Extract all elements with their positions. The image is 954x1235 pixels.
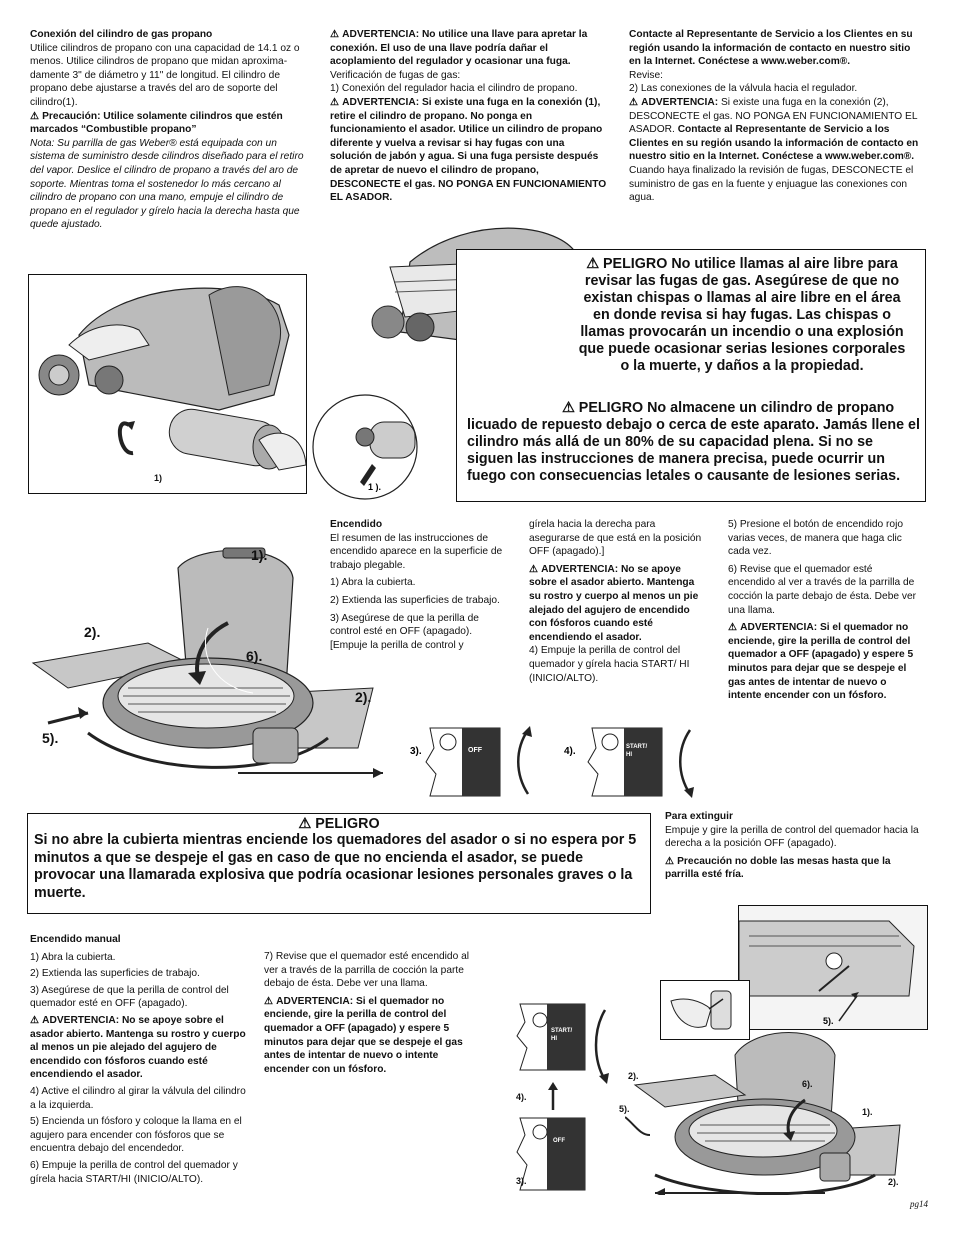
step-3: 3) Asegúrese de que la perilla de control del quemador esté en OFF (apagado). bbox=[30, 984, 229, 1010]
encendido-heading: Encendido bbox=[330, 519, 383, 530]
inset-label-5: 5). bbox=[823, 1016, 834, 1026]
danger-paragraph: PELIGRO No almacene un cilindro de propano licuado de repuesto debajo o cerca de este aparato. Jamás llene el cilindro más allá de un 80% de su capacidad plena. Si no se siguen las instrucciones de manera precisa, puede ocurrir un fuego con consecuencias letales o causante de lesiones serias. bbox=[467, 400, 920, 484]
knob-3-label: 3). bbox=[410, 746, 422, 757]
danger-text-1 bbox=[577, 256, 907, 375]
manual-heading: Encendido manual bbox=[30, 934, 121, 945]
col-leak-check bbox=[330, 28, 608, 205]
grill-cylinder-illustration bbox=[29, 275, 306, 493]
danger-paragraph: PELIGRO No utilice llamas al aire libre para revisar las fugas de gas. Asegúrese de que no existan chispas o llamas al aire libre en el área en donde revisa si hay fugas. Las chispas o llamas provocarán un incendio o una explosión que puede ocasionar serias lesiones corporales o la muerte, y daños a la propiedad. bbox=[578, 256, 906, 374]
hi-label: HI bbox=[626, 752, 632, 758]
bottom-label-3: 3). bbox=[516, 1176, 527, 1186]
caution-text: Precaución no doble las mesas hasta que la parrilla esté fría. bbox=[665, 855, 891, 881]
step-3: 3) Asegúrese de que la perilla de control esté en OFF (apagado). [Empuje la perilla de control y bbox=[330, 612, 479, 651]
knob-start-illustration bbox=[562, 724, 717, 800]
encendido-col-2 bbox=[529, 518, 709, 685]
bottom-label-2a: 2). bbox=[628, 1071, 639, 1081]
check-heading: Verificación de fugas de gas: bbox=[330, 69, 461, 81]
col-contact bbox=[629, 28, 919, 205]
warning-icon: ⚠ bbox=[728, 622, 738, 634]
off-label: OFF bbox=[553, 1138, 565, 1144]
label-1-dot: 1 ). bbox=[368, 482, 382, 492]
note-text: Nota: Su parrilla de gas Weber® está equipada con un sistema de suministro desde cilindros diseñado para el retiro del vapor. Deslice el cilindro de propano a través del aro de soporte. Mientras toma el sostenedor lo más cercano al cilindro de propano con una mano, empuje el cilindro de propano en el regulador y gírelo hacia la derecha hasta que quede ajustado. bbox=[30, 137, 304, 231]
step-1: 1) Conexión del regulador hacia el cilindro de propano. bbox=[330, 83, 578, 95]
encendido-col-1 bbox=[330, 518, 510, 652]
match-lighting-illustration bbox=[739, 906, 927, 1029]
extinguish-heading: Para extinguir bbox=[665, 811, 733, 822]
manual-col-1 bbox=[30, 933, 248, 1186]
extinguish-col bbox=[665, 810, 925, 882]
warning-text: ADVERTENCIA: Si el quemador no enciende, gire la perilla de control del quemador a OFF (apagado) y espere 5 minutos para dejar que se despeje el gas antes de intentar de nuevo o intente encender con un fósforo. bbox=[728, 622, 914, 702]
label-1: 1) bbox=[154, 473, 163, 483]
step-2: 2) Extienda las superficies de trabajo. bbox=[30, 968, 200, 980]
danger-title-text: PELIGRO bbox=[315, 816, 380, 832]
step-2: 2) Las conexiones de la válvula hacia el regulador. bbox=[629, 83, 858, 95]
col-cylinder-connection bbox=[30, 28, 308, 232]
grill-label-5: 5). bbox=[42, 730, 59, 746]
step-7: 7) Revise que el quemador esté encendido al ver a través de la parrilla de cocción la parte debajo de ésta. Debe ver una llama. bbox=[264, 951, 470, 990]
knob-off-illustration bbox=[400, 724, 555, 800]
warning-icon: ⚠ bbox=[529, 563, 539, 575]
warning-text: Si existe una fuga en la conexión (2), DESCONECTE el gas. NO PONGA EN FUNCIONAMIENTO EL ASADOR. bbox=[629, 96, 918, 136]
warning-text: ADVERTENCIA: Si el quemador no enciende, gire la perilla de control del quemador a OFF (apagado) y espere 5 minutos para dejar que se despeje el gas antes de intentar de nuevo o intente encender con un fósforo. bbox=[264, 995, 463, 1075]
hi-label: HI bbox=[551, 1036, 557, 1042]
figure-cylinder-hand bbox=[28, 274, 307, 494]
grill-label-1: 1). bbox=[251, 547, 268, 563]
warning-text: ADVERTENCIA: Si existe una fuga en la conexión (1), retire el cilindro de propano. No ponga en funcionamiento el asador. Utilice un cilindro de propano diferente y vuelva a revisar si hay fugas con una solución de jabón y agua. Si una fuga persiste después de apretar de nuevo el cilindro de propano, DESCONECTE el gas. NO PONGA EN FUNCIONAMIENTO EL ASADOR. bbox=[330, 96, 607, 204]
warning-icon: ⚠ bbox=[330, 29, 340, 40]
danger-title bbox=[28, 816, 650, 832]
bottom-label-4: 4). bbox=[516, 1092, 527, 1102]
step-1: 1) Abra la cubierta. bbox=[30, 951, 116, 963]
start-label: START/ bbox=[551, 1028, 573, 1034]
warning-label: ADVERTENCIA: bbox=[641, 96, 719, 108]
step-4: 4) Active el cilindro al girar la válvula del cilindro a la izquierda. bbox=[30, 1085, 246, 1111]
warning-icon: ⚠ bbox=[330, 96, 340, 108]
warning-text: ADVERTENCIA: No se apoye sobre el asador abierto. Mantenga su rostro y cuerpo al menos un pie alejado del agujero de encendido con fósforos cuando esté encendiendo el asador. bbox=[529, 563, 699, 643]
bottom-label-5: 5). bbox=[619, 1104, 630, 1114]
danger-top-box bbox=[456, 249, 926, 502]
bottom-label-6: 6). bbox=[802, 1079, 813, 1089]
manual-col-2 bbox=[264, 950, 484, 1076]
warning-icon: ⚠ bbox=[30, 110, 40, 122]
warning-text: ADVERTENCIA: No utilice una llave para apretar la conexión. El uso de una llave podría dañar el acoplamiento del regulador y ocasionar una fuga. bbox=[330, 29, 588, 68]
heading: Conexión del cilindro de gas propano bbox=[30, 29, 213, 40]
warning-icon: ⚠ bbox=[629, 96, 639, 108]
step-1: 1) Abra la cubierta. bbox=[330, 577, 416, 589]
step-5: 5) Encienda un fósforo y coloque la llama en el agujero para encender con fósforos que se encuentra debajo del encendedor. bbox=[30, 1116, 242, 1155]
inset-match-box bbox=[738, 905, 928, 1030]
warning-icon: ⚠ bbox=[298, 816, 316, 832]
step-2: 2) Extienda las superficies de trabajo. bbox=[330, 594, 500, 606]
revise-text: Revise: bbox=[629, 69, 663, 81]
encendido-col-3 bbox=[728, 518, 918, 703]
warning-icon: ⚠ bbox=[665, 855, 675, 867]
step-6: 6) Empuje la perilla de control del quemador y gírela hacia START/HI (INICIO/ALTO). bbox=[30, 1159, 238, 1185]
step-5: 5) Presione el botón de encendido rojo varias veces, de manera que haga clic cada vez. bbox=[728, 519, 904, 558]
encendido-intro: El resumen de las instrucciones de encendido aparece en la superficie de trabajo plegable. bbox=[330, 532, 503, 571]
step-4: 4) Empuje la perilla de control del quemador y gírela hacia START/ HI (INICIO/ALTO). bbox=[529, 645, 690, 684]
bottom-label-1: 1). bbox=[862, 1107, 873, 1117]
danger-mid-box bbox=[27, 813, 651, 914]
warning-icon: ⚠ bbox=[264, 995, 274, 1007]
grill-open-bottom-illustration bbox=[625, 1025, 925, 1195]
danger-body: Si no abre la cubierta mientras enciende los quemadores del asador o si no espera por 5 minutos a que se despeje el gas en caso de que no encienda el asador, se puede provocar una llamarada explosiva que podría ocasionar lesiones personales graves o la muerte. bbox=[34, 832, 637, 901]
extinguish-body: Empuje y gire la perilla de control del quemador hacia la derecha a la posición OFF (apagado). bbox=[665, 824, 919, 850]
off-label: OFF bbox=[468, 747, 482, 754]
knob-4-label: 4). bbox=[564, 746, 576, 757]
contact-text: Contacte al Representante de Servicio a los Clientes en su región usando la información de contacto en nuestro sitio en la Internet. Conéctese a www.weber.com®. bbox=[629, 29, 913, 68]
step-6: 6) Revise que el quemador esté encendido al ver a través de la parrilla de cocción la parte debajo de ésta. Debe ver una llama. bbox=[728, 563, 917, 616]
warning-text: ADVERTENCIA: No se apoye sobre el asador abierto. Mantenga su rostro y cuerpo al menos un pie alejado del agujero de encendido con fósforos cuando esté encendiendo el asador. bbox=[30, 1014, 246, 1081]
step-3b: gírela hacia la derecha para asegurarse de que está en la posición OFF (apagado).] bbox=[529, 519, 702, 558]
after-text: Cuando haya finalizado la revisión de fugas, DESCONECTE el suministro de gas en la fuente y enjuague las conexiones con agua. bbox=[629, 164, 914, 204]
danger-text-2 bbox=[467, 400, 922, 485]
page-number: pg14 bbox=[910, 1199, 928, 1209]
contact-text-2: Contacte al Representante de Servicio a los Clientes en su región usando la información de contacto en nuestro sitio en la Internet. Conéctese a www.weber.com®. bbox=[629, 124, 919, 163]
grill-label-6: 6). bbox=[246, 648, 263, 664]
warning-icon: ⚠ bbox=[586, 256, 603, 272]
warning-icon: ⚠ bbox=[30, 1014, 40, 1026]
paragraph: Utilice cilindros de propano con una capacidad de 14.1 oz o menos. Utilice cilindros de propano que midan aproxima-damente 3" de diámetro y 11" de longitud. El cilindro de propano debe ajustarse a través del aro de soporte del cilindro(1). bbox=[30, 42, 300, 108]
warning-icon: ⚠ bbox=[562, 400, 579, 416]
start-label: START/ bbox=[626, 744, 648, 750]
grill-label-2a: 2). bbox=[84, 624, 101, 640]
caution-text: Precaución: Utilice solamente cilindros que estén marcados “Combustible propano” bbox=[30, 110, 283, 136]
bottom-label-2b: 2). bbox=[888, 1177, 899, 1187]
grill-label-2b: 2). bbox=[355, 689, 372, 705]
